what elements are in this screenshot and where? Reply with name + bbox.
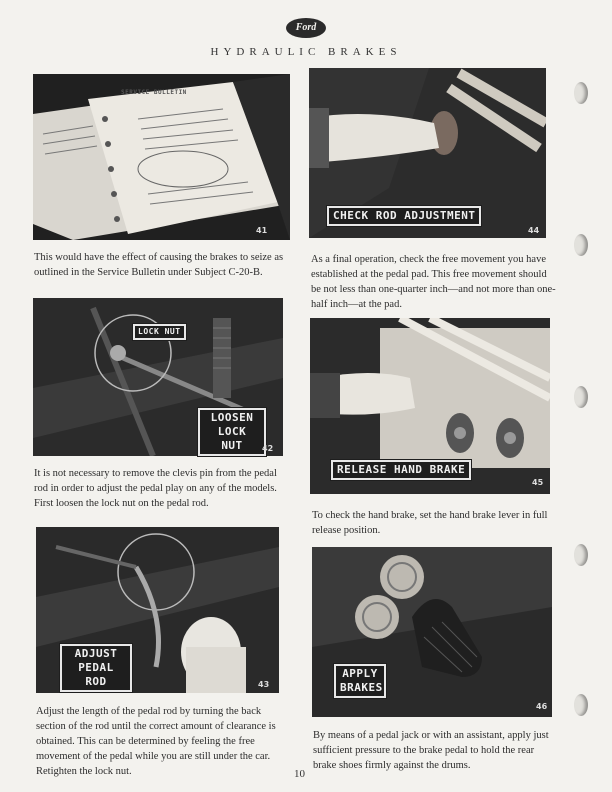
figure-42-caption: It is not necessary to remove the clevis pin from the pedal rod in order to adjust the pedal play on any of the models. First loosen the lock nut on the pedal rod. [34,468,277,509]
figure-44-number: 44 [528,226,540,235]
page-number: 10 [294,768,305,780]
page-header: HYDRAULIC BRAKES [210,46,402,58]
figure-45-number: 45 [532,478,544,487]
figure-46-label: APPLY BRAKES [334,664,386,698]
binder-hole [574,234,588,256]
figure-41-number: 41 [256,226,268,235]
binder-hole [574,82,588,104]
figure-42-inset-label: LOCK NUT [133,324,186,340]
figure-44-caption: As a final operation, check the free movement you have established at the pedal pad. This free movement should be not less than one-quarter inch—and not more than one-half inch—at the pad. [311,254,556,310]
book-header-text: SERVICE BULLETIN [121,89,187,96]
figure-43-caption: Adjust the length of the pedal rod by turning the back section of the rod until the correct amount of clearance is obtained. This can be determined by feeling the free movement of the pedal while you are still under the car. Retighten the lock nut. [36,706,276,777]
figure-44-label: CHECK ROD ADJUSTMENT [327,206,481,226]
figure-45-label: RELEASE HAND BRAKE [331,460,471,480]
figure-42-label: LOOSEN LOCK NUT [198,408,266,456]
ford-logo: Ford [286,18,326,38]
figure-42-number: 42 [262,444,274,453]
figure-46-caption: By means of a pedal jack or with an assistant, apply just sufficient pressure to the brake pedal to hold the rear brake shoes firmly against the drums. [313,730,549,771]
figure-46-number: 46 [536,702,548,711]
binder-hole [574,694,588,716]
figure-43-label: ADJUST PEDAL ROD [60,644,132,692]
figure-45-caption: To check the hand brake, set the hand brake lever in full release position. [312,510,548,536]
binder-hole [574,544,588,566]
figure-43-number: 43 [258,680,270,689]
binder-hole [574,386,588,408]
figure-41-caption: This would have the effect of causing the brakes to seize as outlined in the Service Bulletin under Subject C-20-B. [34,252,284,278]
